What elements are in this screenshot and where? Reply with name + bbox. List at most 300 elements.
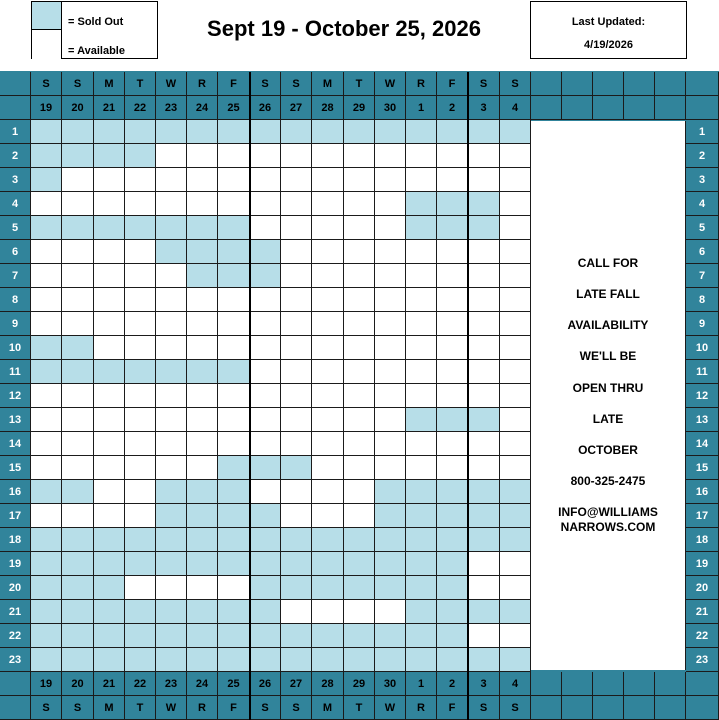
available-cell[interactable] — [94, 264, 125, 288]
sold-out-cell[interactable] — [218, 456, 250, 480]
sold-out-cell[interactable] — [62, 552, 94, 576]
available-cell[interactable] — [312, 504, 344, 528]
sold-out-cell[interactable] — [94, 600, 125, 624]
available-cell[interactable] — [94, 408, 125, 432]
available-cell[interactable] — [437, 456, 468, 480]
available-cell[interactable] — [312, 600, 344, 624]
available-cell[interactable] — [218, 312, 250, 336]
available-cell[interactable] — [250, 312, 281, 336]
available-cell[interactable] — [156, 456, 187, 480]
available-cell[interactable] — [62, 168, 94, 192]
sold-out-cell[interactable] — [187, 624, 218, 648]
sold-out-cell[interactable] — [437, 480, 468, 504]
sold-out-cell[interactable] — [500, 480, 531, 504]
available-cell[interactable] — [62, 432, 94, 456]
available-cell[interactable] — [156, 264, 187, 288]
available-cell[interactable] — [312, 312, 344, 336]
available-cell[interactable] — [344, 312, 375, 336]
available-cell[interactable] — [375, 192, 406, 216]
sold-out-cell[interactable] — [437, 600, 468, 624]
sold-out-cell[interactable] — [31, 624, 62, 648]
sold-out-cell[interactable] — [156, 624, 187, 648]
available-cell[interactable] — [500, 216, 531, 240]
available-cell[interactable] — [312, 240, 344, 264]
sold-out-cell[interactable] — [468, 408, 500, 432]
available-cell[interactable] — [500, 240, 531, 264]
sold-out-cell[interactable] — [62, 216, 94, 240]
available-cell[interactable] — [62, 288, 94, 312]
sold-out-cell[interactable] — [62, 576, 94, 600]
available-cell[interactable] — [218, 144, 250, 168]
sold-out-cell[interactable] — [250, 624, 281, 648]
sold-out-cell[interactable] — [218, 600, 250, 624]
available-cell[interactable] — [406, 360, 437, 384]
available-cell[interactable] — [375, 144, 406, 168]
available-cell[interactable] — [500, 288, 531, 312]
available-cell[interactable] — [468, 168, 500, 192]
sold-out-cell[interactable] — [406, 528, 437, 552]
available-cell[interactable] — [281, 408, 312, 432]
sold-out-cell[interactable] — [62, 336, 94, 360]
available-cell[interactable] — [344, 216, 375, 240]
sold-out-cell[interactable] — [156, 216, 187, 240]
available-cell[interactable] — [312, 480, 344, 504]
available-cell[interactable] — [437, 144, 468, 168]
available-cell[interactable] — [94, 480, 125, 504]
available-cell[interactable] — [250, 144, 281, 168]
available-cell[interactable] — [468, 552, 500, 576]
available-cell[interactable] — [312, 408, 344, 432]
available-cell[interactable] — [468, 144, 500, 168]
sold-out-cell[interactable] — [250, 648, 281, 672]
sold-out-cell[interactable] — [406, 576, 437, 600]
available-cell[interactable] — [406, 312, 437, 336]
sold-out-cell[interactable] — [125, 624, 156, 648]
available-cell[interactable] — [344, 144, 375, 168]
available-cell[interactable] — [375, 600, 406, 624]
available-cell[interactable] — [281, 192, 312, 216]
sold-out-cell[interactable] — [156, 648, 187, 672]
available-cell[interactable] — [312, 144, 344, 168]
sold-out-cell[interactable] — [31, 480, 62, 504]
sold-out-cell[interactable] — [468, 120, 500, 144]
sold-out-cell[interactable] — [312, 528, 344, 552]
available-cell[interactable] — [500, 408, 531, 432]
available-cell[interactable] — [375, 432, 406, 456]
available-cell[interactable] — [125, 456, 156, 480]
sold-out-cell[interactable] — [406, 600, 437, 624]
available-cell[interactable] — [437, 288, 468, 312]
sold-out-cell[interactable] — [437, 216, 468, 240]
sold-out-cell[interactable] — [312, 624, 344, 648]
available-cell[interactable] — [156, 408, 187, 432]
sold-out-cell[interactable] — [437, 576, 468, 600]
available-cell[interactable] — [94, 240, 125, 264]
sold-out-cell[interactable] — [218, 552, 250, 576]
available-cell[interactable] — [437, 432, 468, 456]
available-cell[interactable] — [406, 144, 437, 168]
sold-out-cell[interactable] — [375, 576, 406, 600]
sold-out-cell[interactable] — [31, 144, 62, 168]
sold-out-cell[interactable] — [125, 528, 156, 552]
sold-out-cell[interactable] — [94, 216, 125, 240]
sold-out-cell[interactable] — [218, 648, 250, 672]
available-cell[interactable] — [312, 192, 344, 216]
sold-out-cell[interactable] — [125, 600, 156, 624]
sold-out-cell[interactable] — [375, 120, 406, 144]
available-cell[interactable] — [500, 624, 531, 648]
available-cell[interactable] — [125, 264, 156, 288]
available-cell[interactable] — [344, 192, 375, 216]
available-cell[interactable] — [250, 288, 281, 312]
sold-out-cell[interactable] — [281, 456, 312, 480]
available-cell[interactable] — [375, 240, 406, 264]
available-cell[interactable] — [437, 240, 468, 264]
available-cell[interactable] — [281, 264, 312, 288]
available-cell[interactable] — [406, 264, 437, 288]
sold-out-cell[interactable] — [468, 528, 500, 552]
available-cell[interactable] — [187, 408, 218, 432]
sold-out-cell[interactable] — [281, 120, 312, 144]
sold-out-cell[interactable] — [94, 576, 125, 600]
available-cell[interactable] — [468, 384, 500, 408]
available-cell[interactable] — [31, 312, 62, 336]
sold-out-cell[interactable] — [344, 624, 375, 648]
available-cell[interactable] — [187, 576, 218, 600]
available-cell[interactable] — [62, 384, 94, 408]
available-cell[interactable] — [375, 384, 406, 408]
available-cell[interactable] — [344, 360, 375, 384]
available-cell[interactable] — [62, 264, 94, 288]
available-cell[interactable] — [406, 288, 437, 312]
sold-out-cell[interactable] — [250, 240, 281, 264]
sold-out-cell[interactable] — [218, 240, 250, 264]
sold-out-cell[interactable] — [156, 504, 187, 528]
available-cell[interactable] — [468, 240, 500, 264]
available-cell[interactable] — [218, 192, 250, 216]
available-cell[interactable] — [31, 288, 62, 312]
available-cell[interactable] — [375, 312, 406, 336]
available-cell[interactable] — [281, 384, 312, 408]
available-cell[interactable] — [344, 408, 375, 432]
available-cell[interactable] — [94, 456, 125, 480]
available-cell[interactable] — [187, 456, 218, 480]
available-cell[interactable] — [468, 576, 500, 600]
sold-out-cell[interactable] — [281, 624, 312, 648]
available-cell[interactable] — [500, 264, 531, 288]
sold-out-cell[interactable] — [500, 504, 531, 528]
available-cell[interactable] — [375, 336, 406, 360]
sold-out-cell[interactable] — [156, 120, 187, 144]
available-cell[interactable] — [344, 336, 375, 360]
available-cell[interactable] — [156, 288, 187, 312]
sold-out-cell[interactable] — [375, 624, 406, 648]
sold-out-cell[interactable] — [406, 624, 437, 648]
sold-out-cell[interactable] — [468, 600, 500, 624]
available-cell[interactable] — [437, 384, 468, 408]
sold-out-cell[interactable] — [437, 648, 468, 672]
sold-out-cell[interactable] — [94, 624, 125, 648]
available-cell[interactable] — [31, 456, 62, 480]
sold-out-cell[interactable] — [125, 144, 156, 168]
sold-out-cell[interactable] — [375, 528, 406, 552]
sold-out-cell[interactable] — [218, 120, 250, 144]
available-cell[interactable] — [500, 312, 531, 336]
sold-out-cell[interactable] — [250, 528, 281, 552]
sold-out-cell[interactable] — [31, 120, 62, 144]
available-cell[interactable] — [468, 336, 500, 360]
sold-out-cell[interactable] — [437, 504, 468, 528]
sold-out-cell[interactable] — [156, 528, 187, 552]
available-cell[interactable] — [344, 456, 375, 480]
available-cell[interactable] — [94, 336, 125, 360]
sold-out-cell[interactable] — [406, 504, 437, 528]
sold-out-cell[interactable] — [187, 648, 218, 672]
sold-out-cell[interactable] — [344, 120, 375, 144]
sold-out-cell[interactable] — [344, 528, 375, 552]
sold-out-cell[interactable] — [218, 480, 250, 504]
sold-out-cell[interactable] — [500, 600, 531, 624]
sold-out-cell[interactable] — [500, 648, 531, 672]
sold-out-cell[interactable] — [187, 480, 218, 504]
sold-out-cell[interactable] — [62, 528, 94, 552]
available-cell[interactable] — [156, 432, 187, 456]
sold-out-cell[interactable] — [406, 648, 437, 672]
available-cell[interactable] — [187, 432, 218, 456]
available-cell[interactable] — [281, 480, 312, 504]
sold-out-cell[interactable] — [406, 552, 437, 576]
available-cell[interactable] — [375, 456, 406, 480]
sold-out-cell[interactable] — [125, 120, 156, 144]
sold-out-cell[interactable] — [31, 336, 62, 360]
sold-out-cell[interactable] — [125, 648, 156, 672]
sold-out-cell[interactable] — [375, 648, 406, 672]
sold-out-cell[interactable] — [187, 504, 218, 528]
sold-out-cell[interactable] — [218, 264, 250, 288]
available-cell[interactable] — [250, 408, 281, 432]
available-cell[interactable] — [250, 192, 281, 216]
sold-out-cell[interactable] — [94, 360, 125, 384]
sold-out-cell[interactable] — [187, 552, 218, 576]
available-cell[interactable] — [94, 312, 125, 336]
available-cell[interactable] — [500, 552, 531, 576]
sold-out-cell[interactable] — [187, 240, 218, 264]
sold-out-cell[interactable] — [156, 552, 187, 576]
sold-out-cell[interactable] — [218, 360, 250, 384]
sold-out-cell[interactable] — [437, 552, 468, 576]
sold-out-cell[interactable] — [125, 216, 156, 240]
available-cell[interactable] — [468, 264, 500, 288]
sold-out-cell[interactable] — [31, 360, 62, 384]
available-cell[interactable] — [500, 576, 531, 600]
available-cell[interactable] — [31, 240, 62, 264]
sold-out-cell[interactable] — [94, 552, 125, 576]
available-cell[interactable] — [62, 408, 94, 432]
sold-out-cell[interactable] — [437, 408, 468, 432]
sold-out-cell[interactable] — [406, 192, 437, 216]
available-cell[interactable] — [344, 168, 375, 192]
available-cell[interactable] — [31, 384, 62, 408]
available-cell[interactable] — [312, 456, 344, 480]
available-cell[interactable] — [468, 360, 500, 384]
sold-out-cell[interactable] — [344, 576, 375, 600]
sold-out-cell[interactable] — [218, 528, 250, 552]
available-cell[interactable] — [312, 432, 344, 456]
available-cell[interactable] — [250, 216, 281, 240]
sold-out-cell[interactable] — [250, 600, 281, 624]
sold-out-cell[interactable] — [218, 216, 250, 240]
available-cell[interactable] — [218, 168, 250, 192]
sold-out-cell[interactable] — [406, 120, 437, 144]
sold-out-cell[interactable] — [187, 120, 218, 144]
sold-out-cell[interactable] — [31, 576, 62, 600]
available-cell[interactable] — [344, 600, 375, 624]
available-cell[interactable] — [187, 288, 218, 312]
sold-out-cell[interactable] — [312, 552, 344, 576]
available-cell[interactable] — [281, 312, 312, 336]
sold-out-cell[interactable] — [125, 360, 156, 384]
available-cell[interactable] — [62, 312, 94, 336]
sold-out-cell[interactable] — [281, 648, 312, 672]
available-cell[interactable] — [406, 384, 437, 408]
available-cell[interactable] — [94, 432, 125, 456]
available-cell[interactable] — [375, 288, 406, 312]
available-cell[interactable] — [125, 576, 156, 600]
available-cell[interactable] — [437, 360, 468, 384]
available-cell[interactable] — [62, 456, 94, 480]
available-cell[interactable] — [344, 432, 375, 456]
sold-out-cell[interactable] — [250, 120, 281, 144]
sold-out-cell[interactable] — [187, 528, 218, 552]
sold-out-cell[interactable] — [468, 192, 500, 216]
sold-out-cell[interactable] — [437, 192, 468, 216]
available-cell[interactable] — [468, 432, 500, 456]
sold-out-cell[interactable] — [281, 552, 312, 576]
available-cell[interactable] — [187, 144, 218, 168]
available-cell[interactable] — [375, 408, 406, 432]
sold-out-cell[interactable] — [187, 600, 218, 624]
sold-out-cell[interactable] — [344, 648, 375, 672]
available-cell[interactable] — [156, 168, 187, 192]
available-cell[interactable] — [125, 432, 156, 456]
available-cell[interactable] — [156, 576, 187, 600]
available-cell[interactable] — [312, 168, 344, 192]
sold-out-cell[interactable] — [62, 144, 94, 168]
sold-out-cell[interactable] — [31, 552, 62, 576]
available-cell[interactable] — [468, 312, 500, 336]
available-cell[interactable] — [187, 192, 218, 216]
available-cell[interactable] — [218, 408, 250, 432]
available-cell[interactable] — [218, 576, 250, 600]
available-cell[interactable] — [125, 312, 156, 336]
available-cell[interactable] — [125, 240, 156, 264]
sold-out-cell[interactable] — [375, 504, 406, 528]
available-cell[interactable] — [281, 240, 312, 264]
available-cell[interactable] — [437, 312, 468, 336]
sold-out-cell[interactable] — [406, 408, 437, 432]
sold-out-cell[interactable] — [468, 504, 500, 528]
sold-out-cell[interactable] — [468, 648, 500, 672]
sold-out-cell[interactable] — [62, 648, 94, 672]
available-cell[interactable] — [156, 384, 187, 408]
sold-out-cell[interactable] — [156, 360, 187, 384]
available-cell[interactable] — [375, 264, 406, 288]
available-cell[interactable] — [468, 288, 500, 312]
available-cell[interactable] — [406, 432, 437, 456]
sold-out-cell[interactable] — [250, 504, 281, 528]
available-cell[interactable] — [94, 288, 125, 312]
available-cell[interactable] — [125, 336, 156, 360]
available-cell[interactable] — [31, 504, 62, 528]
sold-out-cell[interactable] — [187, 216, 218, 240]
available-cell[interactable] — [375, 360, 406, 384]
available-cell[interactable] — [125, 408, 156, 432]
available-cell[interactable] — [187, 168, 218, 192]
available-cell[interactable] — [312, 264, 344, 288]
available-cell[interactable] — [406, 456, 437, 480]
available-cell[interactable] — [312, 288, 344, 312]
available-cell[interactable] — [344, 504, 375, 528]
sold-out-cell[interactable] — [94, 648, 125, 672]
available-cell[interactable] — [156, 144, 187, 168]
sold-out-cell[interactable] — [468, 216, 500, 240]
available-cell[interactable] — [31, 432, 62, 456]
available-cell[interactable] — [31, 192, 62, 216]
sold-out-cell[interactable] — [500, 528, 531, 552]
available-cell[interactable] — [31, 408, 62, 432]
available-cell[interactable] — [468, 624, 500, 648]
available-cell[interactable] — [125, 168, 156, 192]
sold-out-cell[interactable] — [62, 120, 94, 144]
sold-out-cell[interactable] — [187, 360, 218, 384]
sold-out-cell[interactable] — [312, 648, 344, 672]
sold-out-cell[interactable] — [125, 552, 156, 576]
available-cell[interactable] — [437, 336, 468, 360]
available-cell[interactable] — [500, 168, 531, 192]
available-cell[interactable] — [62, 240, 94, 264]
available-cell[interactable] — [312, 216, 344, 240]
available-cell[interactable] — [281, 336, 312, 360]
sold-out-cell[interactable] — [31, 168, 62, 192]
sold-out-cell[interactable] — [62, 480, 94, 504]
sold-out-cell[interactable] — [31, 648, 62, 672]
available-cell[interactable] — [218, 288, 250, 312]
available-cell[interactable] — [250, 336, 281, 360]
sold-out-cell[interactable] — [31, 216, 62, 240]
available-cell[interactable] — [31, 264, 62, 288]
sold-out-cell[interactable] — [375, 552, 406, 576]
sold-out-cell[interactable] — [500, 120, 531, 144]
available-cell[interactable] — [312, 336, 344, 360]
sold-out-cell[interactable] — [62, 360, 94, 384]
available-cell[interactable] — [281, 504, 312, 528]
available-cell[interactable] — [500, 360, 531, 384]
available-cell[interactable] — [500, 192, 531, 216]
available-cell[interactable] — [62, 504, 94, 528]
available-cell[interactable] — [62, 192, 94, 216]
available-cell[interactable] — [468, 456, 500, 480]
sold-out-cell[interactable] — [31, 528, 62, 552]
sold-out-cell[interactable] — [468, 480, 500, 504]
available-cell[interactable] — [344, 384, 375, 408]
available-cell[interactable] — [125, 504, 156, 528]
available-cell[interactable] — [94, 384, 125, 408]
available-cell[interactable] — [187, 336, 218, 360]
sold-out-cell[interactable] — [250, 456, 281, 480]
sold-out-cell[interactable] — [344, 552, 375, 576]
available-cell[interactable] — [500, 456, 531, 480]
available-cell[interactable] — [250, 168, 281, 192]
